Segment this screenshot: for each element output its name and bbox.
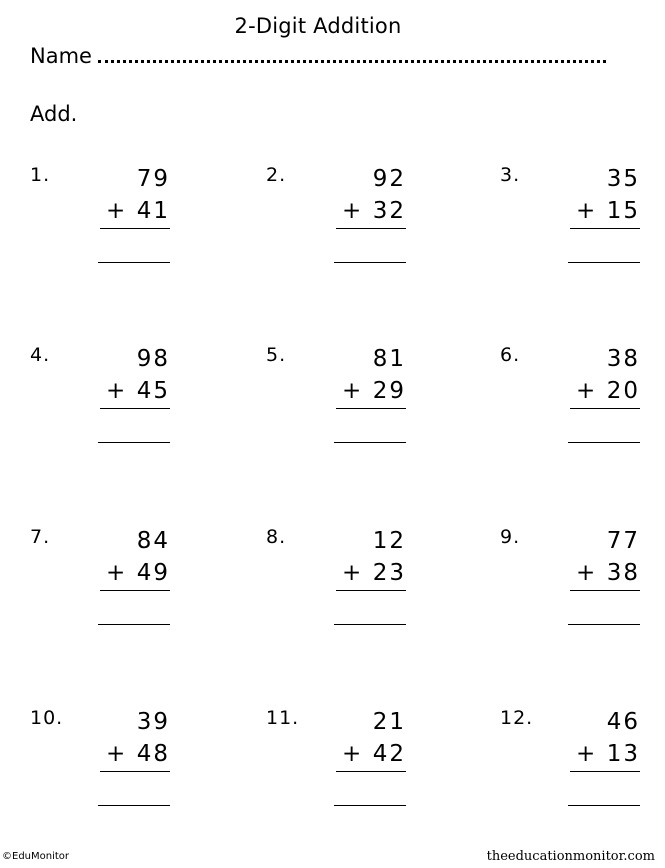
second-addend: 49 (136, 560, 170, 586)
answer-blank[interactable] (334, 442, 406, 443)
answer-blank[interactable] (334, 624, 406, 625)
answer-blank[interactable] (98, 262, 170, 263)
first-addend: 79 (136, 166, 170, 192)
name-field[interactable] (98, 43, 606, 63)
problem-6 (500, 344, 640, 464)
first-addend: 35 (606, 166, 640, 192)
problem-2 (266, 164, 406, 284)
plus-sign: + (342, 378, 364, 404)
plus-sign: + (576, 378, 598, 404)
answer-blank[interactable] (568, 262, 640, 263)
first-addend: 84 (136, 528, 170, 554)
second-addend: 29 (372, 378, 406, 404)
sum-line (100, 228, 170, 229)
answer-blank[interactable] (98, 442, 170, 443)
problem-number: 11. (266, 707, 300, 729)
plus-sign: + (106, 741, 128, 767)
plus-sign: + (106, 560, 128, 586)
problem-7 (30, 526, 170, 646)
sum-line (336, 228, 406, 229)
sum-line (100, 590, 170, 591)
plus-sign: + (342, 560, 364, 586)
second-addend: 42 (372, 741, 406, 767)
problem-5 (266, 344, 406, 464)
first-addend: 92 (372, 166, 406, 192)
second-addend: 45 (136, 378, 170, 404)
problem-9 (500, 526, 640, 646)
second-addend: 38 (606, 560, 640, 586)
answer-blank[interactable] (334, 262, 406, 263)
problem-number: 10. (30, 707, 64, 729)
sum-line (336, 771, 406, 772)
plus-sign: + (106, 378, 128, 404)
problem-number: 6. (500, 344, 521, 366)
second-addend: 48 (136, 741, 170, 767)
sum-line (100, 771, 170, 772)
first-addend: 21 (372, 709, 406, 735)
copyright-text: ©EduMonitor (2, 851, 70, 862)
problem-number: 7. (30, 526, 51, 548)
problem-number: 2. (266, 164, 287, 186)
second-addend: 41 (136, 198, 170, 224)
answer-blank[interactable] (568, 805, 640, 806)
sum-line (570, 590, 640, 591)
second-addend: 15 (606, 198, 640, 224)
problem-number: 9. (500, 526, 521, 548)
answer-blank[interactable] (568, 442, 640, 443)
answer-blank[interactable] (334, 805, 406, 806)
plus-sign: + (576, 560, 598, 586)
first-addend: 98 (136, 346, 170, 372)
sum-line (570, 771, 640, 772)
answer-blank[interactable] (98, 805, 170, 806)
problem-number: 8. (266, 526, 287, 548)
first-addend: 77 (606, 528, 640, 554)
second-addend: 23 (372, 560, 406, 586)
instruction-text: Add. (30, 102, 78, 126)
sum-line (100, 408, 170, 409)
problem-number: 3. (500, 164, 521, 186)
plus-sign: + (342, 198, 364, 224)
problem-number: 4. (30, 344, 51, 366)
first-addend: 81 (372, 346, 406, 372)
problem-4 (30, 344, 170, 464)
first-addend: 12 (372, 528, 406, 554)
problem-number: 12. (500, 707, 534, 729)
problem-8 (266, 526, 406, 646)
sum-line (570, 228, 640, 229)
problem-number: 1. (30, 164, 51, 186)
second-addend: 20 (606, 378, 640, 404)
plus-sign: + (576, 741, 598, 767)
worksheet-title: 2-Digit Addition (234, 14, 402, 38)
first-addend: 38 (606, 346, 640, 372)
first-addend: 46 (606, 709, 640, 735)
problem-1 (30, 164, 170, 284)
second-addend: 32 (372, 198, 406, 224)
problem-number: 5. (266, 344, 287, 366)
sum-line (570, 408, 640, 409)
sum-line (336, 590, 406, 591)
problem-10 (30, 707, 170, 827)
problem-11 (266, 707, 406, 827)
answer-blank[interactable] (98, 624, 170, 625)
sum-line (336, 408, 406, 409)
second-addend: 13 (606, 741, 640, 767)
first-addend: 39 (136, 709, 170, 735)
problem-3 (500, 164, 640, 284)
plus-sign: + (576, 198, 598, 224)
website-text: theeducationmonitor.com (486, 849, 655, 864)
name-row (30, 43, 606, 68)
plus-sign: + (106, 198, 128, 224)
answer-blank[interactable] (568, 624, 640, 625)
name-label: Name (30, 44, 92, 68)
problem-12 (500, 707, 640, 827)
plus-sign: + (342, 741, 364, 767)
